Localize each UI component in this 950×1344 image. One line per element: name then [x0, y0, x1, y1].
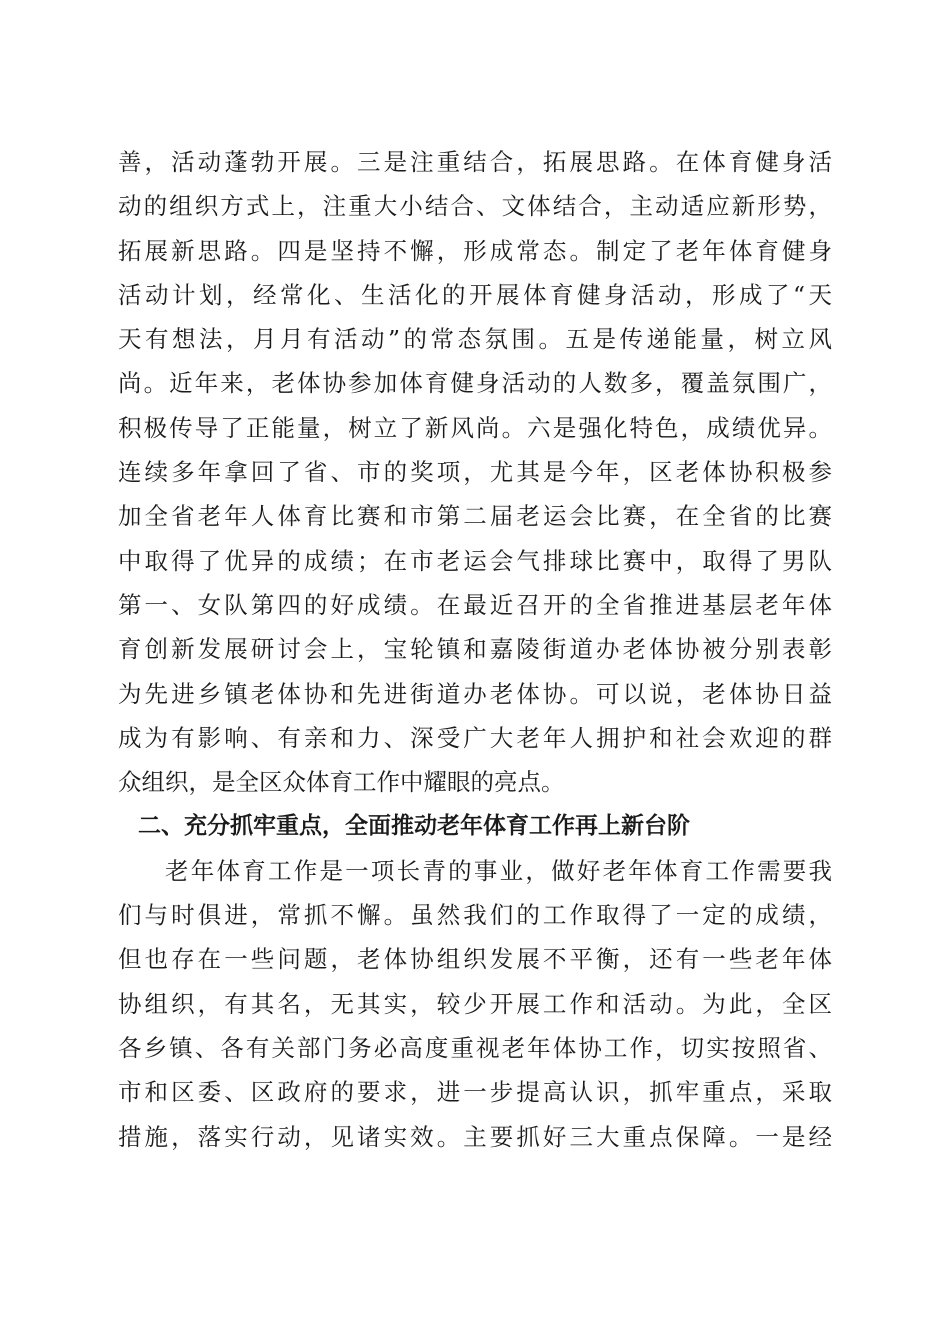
text-line: 为先进乡镇老体协和先进街道办老体协。可以说，老体协日益 — [118, 679, 832, 708]
text-line: 但也存在一些问题，老体协组织发展不平衡，还有一些老年体 — [118, 945, 832, 974]
text-line: 加全省老年人体育比赛和市第二届老运会比赛，在全省的比赛 — [118, 502, 832, 531]
text-line: 积极传导了正能量，树立了新风尚。六是强化特色，成绩优异。 — [118, 413, 832, 442]
text-line: 市和区委、区政府的要求，进一步提高认识，抓牢重点，采取 — [118, 1078, 832, 1107]
text-line: 第一、女队第四的好成绩。在最近召开的全省推进基层老年体 — [118, 590, 832, 619]
text-line: 各乡镇、各有关部门务必高度重视老年体协工作，切实按照省、 — [118, 1033, 832, 1062]
paragraph-1 — [118, 140, 832, 804]
text-line: 连续多年拿回了省、市的奖项，尤其是今年，区老体协积极参 — [118, 458, 832, 487]
text-line: 众组织，是全区众体育工作中耀眼的亮点。 — [118, 768, 565, 797]
text-line: 天有想法，月月有活动”的常态氛围。五是传递能量，树立风 — [118, 325, 832, 354]
paragraph-2 — [118, 849, 832, 1159]
text-line: 拓展新思路。四是坚持不懈，形成常态。制定了老年体育健身 — [118, 236, 832, 265]
text-line: 尚。近年来，老体协参加体育健身活动的人数多，覆盖氛围广， — [118, 369, 832, 398]
text-line: 们与时俱进，常抓不懈。虽然我们的工作取得了一定的成绩， — [118, 901, 832, 930]
text-line: 协组织，有其名，无其实，较少开展工作和活动。为此，全区 — [118, 989, 832, 1018]
section-heading: 二、充分抓牢重点，全面推动老年体育工作再上新台阶 — [138, 813, 690, 840]
document-page — [118, 140, 832, 1159]
text-line: 老年体育工作是一项长青的事业，做好老年体育工作需要我 — [165, 856, 832, 885]
text-line: 措施，落实行动，见诸实效。主要抓好三大重点保障。一是经 — [118, 1122, 832, 1151]
text-line: 活动计划，经常化、生活化的开展体育健身活动，形成了“天 — [118, 280, 832, 309]
text-line: 中取得了优异的成绩；在市老运会气排球比赛中，取得了男队 — [118, 546, 832, 575]
text-line: 动的组织方式上，注重大小结合、文体结合，主动适应新形势， — [118, 192, 832, 221]
text-line: 育创新发展研讨会上，宝轮镇和嘉陵街道办老体协被分别表彰 — [118, 635, 832, 664]
text-line: 成为有影响、有亲和力、深受广大老年人拥护和社会欢迎的群 — [118, 723, 832, 752]
text-line: 善，活动蓬勃开展。三是注重结合，拓展思路。在体育健身活 — [118, 148, 832, 176]
